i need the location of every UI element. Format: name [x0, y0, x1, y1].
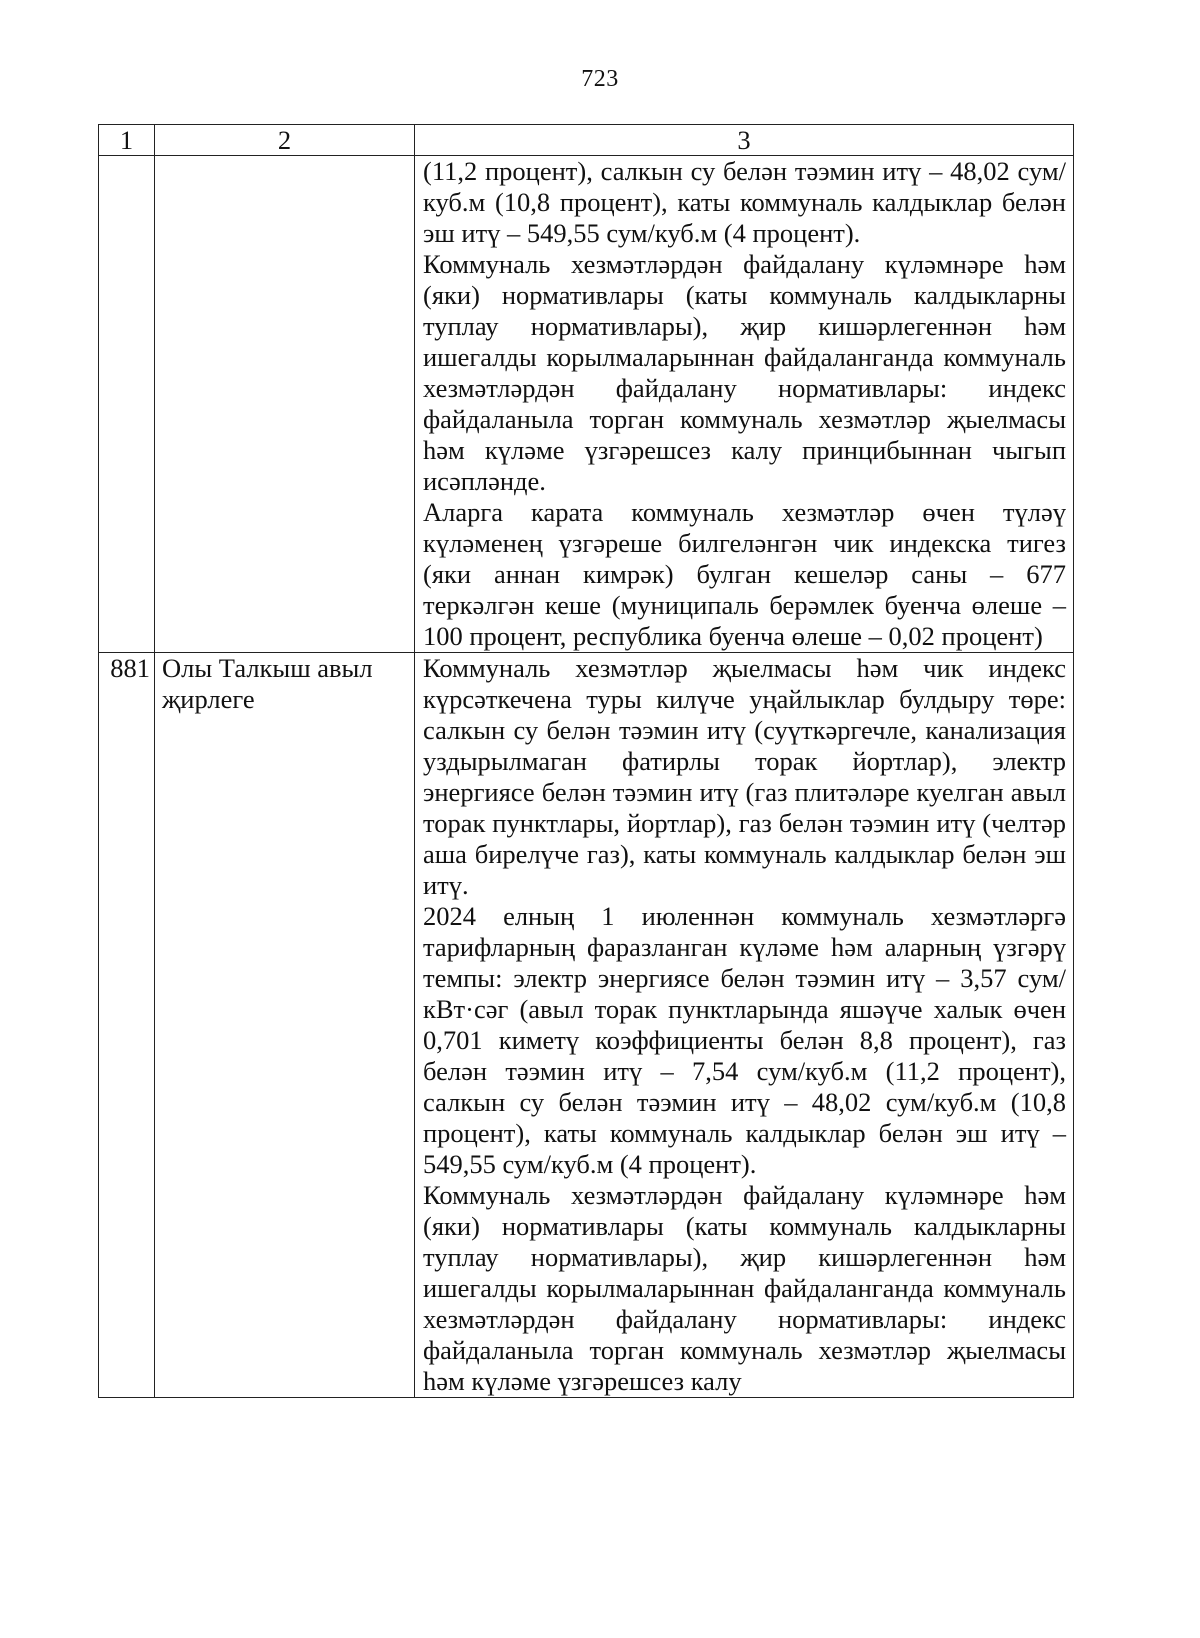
paragraph: (11,2 процент), салкын су белән тәэмин итү – 48,02 сум/куб.м (10,8 процент), каты коммуналь калдыклар белән эш итү – 549,55 сум/куб.м (4 процент). — [423, 156, 1066, 248]
row-description — [415, 653, 1074, 1398]
table-row — [99, 156, 1074, 653]
paragraph: Коммуналь хезмәтләр җыелмасы һәм чик индекс күрсәткечена туры килүче уңайлыклар булдыру төре: салкын су белән тәэмин итү (суүткәргечле, канализация уздырылмаган фатирлы торак йортлар), электр энергиясе белән тәэмин итү (газ плитәләре куелган авыл торак пунктлары, йортлар), газ белән тәэмин итү (челтәр аша бирелүче газ), каты коммуналь калдыклар белән эш итү. — [423, 653, 1066, 900]
row-number: 881 — [99, 653, 155, 1398]
paragraph: Аларга карата коммуналь хезмәтләр өчен түләү күләменең үзгәреше билгеләнгән чик индекска тигез (яки аннан кимрәк) булган кешеләр саны – 677 теркәлгән кеше (муниципаль берәмлек буенча өлеше – 100 процент, республика буенча өлеше – 0,02 процент) — [423, 497, 1066, 651]
column-header-3: 3 — [415, 125, 1074, 156]
table-header-row — [99, 125, 1074, 156]
row-description — [415, 156, 1074, 653]
paragraph: 2024 елның 1 июленнән коммуналь хезмәтләргә тарифларның фаразланган күләме һәм аларның үзгәрү темпы: электр энергиясе белән тәэмин итү – 3,57 сум/кВт·сәг (авыл торак пунктларында яшәүче халык өчен 0,701 киметү коэффициенты белән 8,8 процент), газ белән тәэмин итү – 7,54 сум/куб.м (11,2 процент), салкын су белән тәэмин итү – 48,02 сум/куб.м (10,8 процент), каты коммуналь калдыклар белән эш итү – 549,55 сум/куб.м (4 процент). — [423, 901, 1066, 1179]
column-header-2: 2 — [155, 125, 415, 156]
column-header-1: 1 — [99, 125, 155, 156]
paragraph: Коммуналь хезмәтләрдән файдалану күләмнәре һәм (яки) нормативлары (каты коммуналь калдыкларны туплау нормативлары), җир кишәрлегеннән һәм ишегалды корылмаларыннан файдаланганда коммуналь хезмәтләрдән файдалану нормативлары: индекс файдаланыла торган коммуналь хезмәтләр җыелмасы һәм күләме үзгәрешсез калу принцибыннан чыгып исәпләнде. — [423, 249, 1066, 496]
page-number: 723 — [581, 66, 619, 92]
settlement-name: Олы Талкыш авыл җирлеге — [155, 653, 415, 1398]
content-table — [98, 124, 1074, 1398]
settlement-name — [155, 156, 415, 653]
table-row — [99, 653, 1074, 1398]
paragraph: Коммуналь хезмәтләрдән файдалану күләмнәре һәм (яки) нормативлары (каты коммуналь калдыкларны туплау нормативлары), җир кишәрлегеннән һәм ишегалды корылмаларыннан файдаланганда коммуналь хезмәтләрдән файдалану нормативлары: индекс файдаланыла торган коммуналь хезмәтләр җыелмасы һәм күләме үзгәрешсез калу — [423, 1180, 1066, 1396]
row-number — [99, 156, 155, 653]
